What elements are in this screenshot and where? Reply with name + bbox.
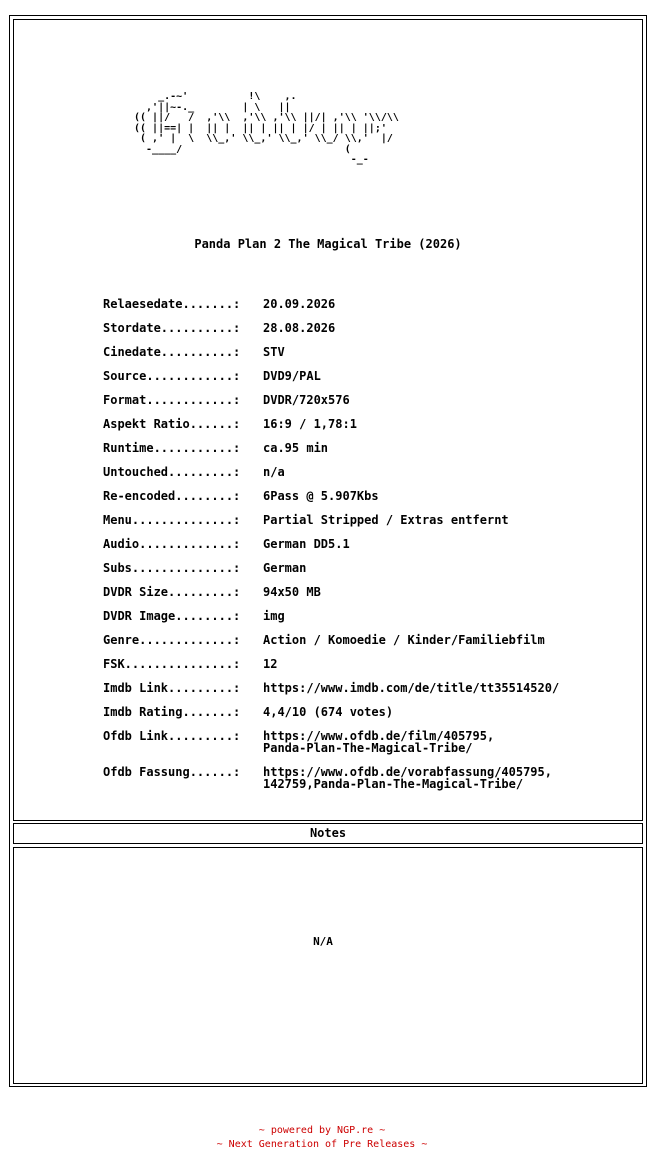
info-value: 28.08.2026 — [263, 321, 336, 335]
info-value: 20.09.2026 — [263, 297, 336, 311]
info-label: Re-encoded........: — [103, 489, 241, 503]
info-row — [103, 514, 559, 538]
info-label: Untouched.........: — [103, 465, 241, 479]
info-label: Ofdb Link.........: — [103, 729, 241, 743]
info-value: DVDR/720x576 — [263, 393, 350, 407]
info-label: Runtime...........: — [103, 441, 241, 455]
info-row — [103, 730, 559, 766]
info-label: Subs..............: — [103, 561, 241, 575]
notes-box — [13, 847, 643, 1084]
info-value: Partial Stripped / Extras entfernt — [263, 513, 509, 527]
footer-powered-by: ~ powered by NGP.re ~ — [258, 1125, 386, 1136]
info-value: 4,4/10 (674 votes) — [263, 705, 394, 719]
info-value: German DD5.1 — [263, 537, 350, 551]
info-label: Relaesedate.......: — [103, 297, 241, 311]
info-label: DVDR Image........: — [103, 609, 241, 623]
info-value: ca.95 min — [263, 441, 329, 455]
info-label: DVDR Size.........: — [103, 585, 241, 599]
info-row — [103, 610, 559, 634]
info-value: 6Pass @ 5.907Kbs — [263, 489, 379, 503]
info-label: Genre.............: — [103, 633, 241, 647]
info-row — [103, 706, 559, 730]
info-row — [103, 634, 559, 658]
info-row — [103, 442, 559, 466]
release-info-list — [103, 298, 559, 802]
info-row — [103, 658, 559, 682]
info-value: STV — [263, 345, 285, 359]
info-value: https://www.ofdb.de/film/405795, Panda-Plan-The-Magical-Tribe/ — [263, 729, 495, 755]
info-label: Menu..............: — [103, 513, 241, 527]
info-row — [103, 298, 559, 322]
info-value: n/a — [263, 465, 285, 479]
info-row — [103, 370, 559, 394]
info-label: FSK...............: — [103, 657, 241, 671]
info-row — [103, 562, 559, 586]
info-label: Stordate..........: — [103, 321, 241, 335]
info-label: Ofdb Fassung......: — [103, 765, 241, 779]
info-label: Audio.............: — [103, 537, 241, 551]
info-label: Imdb Rating.......: — [103, 705, 241, 719]
info-row — [103, 766, 559, 802]
info-row — [103, 682, 559, 706]
info-label: Imdb Link.........: — [103, 681, 241, 695]
info-row — [103, 586, 559, 610]
info-value: img — [263, 609, 285, 623]
notes-text: N/A — [313, 935, 333, 948]
info-value: 16:9 / 1,78:1 — [263, 417, 357, 431]
info-label: Aspekt Ratio......: — [103, 417, 241, 431]
footer-tagline: ~ Next Generation of Pre Releases ~ — [216, 1139, 428, 1150]
info-value: https://www.imdb.com/de/title/tt35514520/ — [263, 681, 560, 695]
info-label: Format............: — [103, 393, 241, 407]
release-title: Panda Plan 2 The Magical Tribe (2026) — [194, 237, 462, 251]
info-value: Action / Komoedie / Kinder/Familiebfilm — [263, 633, 545, 647]
info-value: German — [263, 561, 307, 575]
info-row — [103, 346, 559, 370]
info-row — [103, 418, 559, 442]
info-row — [103, 538, 559, 562]
info-value: DVD9/PAL — [263, 369, 321, 383]
info-value: 94x50 MB — [263, 585, 321, 599]
group-logo-ascii: _.-~' !\ ,. ,'||~-._ | \ || (( ||/ / ,'\\ ,'\\ ,'\\ ||/| ,'\\ '\\/\\ (( ||==| | || | || | || | |/ | || | ||;' ( ,' | \ \\_,' \\_,' \\_,' \\_/ \\,' |/ -____/ ( -_- — [134, 91, 399, 165]
info-value: https://www.ofdb.de/vorabfassung/405795, 142759,Panda-Plan-The-Magical-Tribe/ — [263, 765, 552, 791]
info-row — [103, 394, 559, 418]
notes-heading: Notes — [13, 823, 643, 844]
info-value: 12 — [263, 657, 278, 671]
info-row — [103, 322, 559, 346]
info-row — [103, 490, 559, 514]
info-label: Cinedate..........: — [103, 345, 241, 359]
info-row — [103, 466, 559, 490]
info-label: Source............: — [103, 369, 241, 383]
